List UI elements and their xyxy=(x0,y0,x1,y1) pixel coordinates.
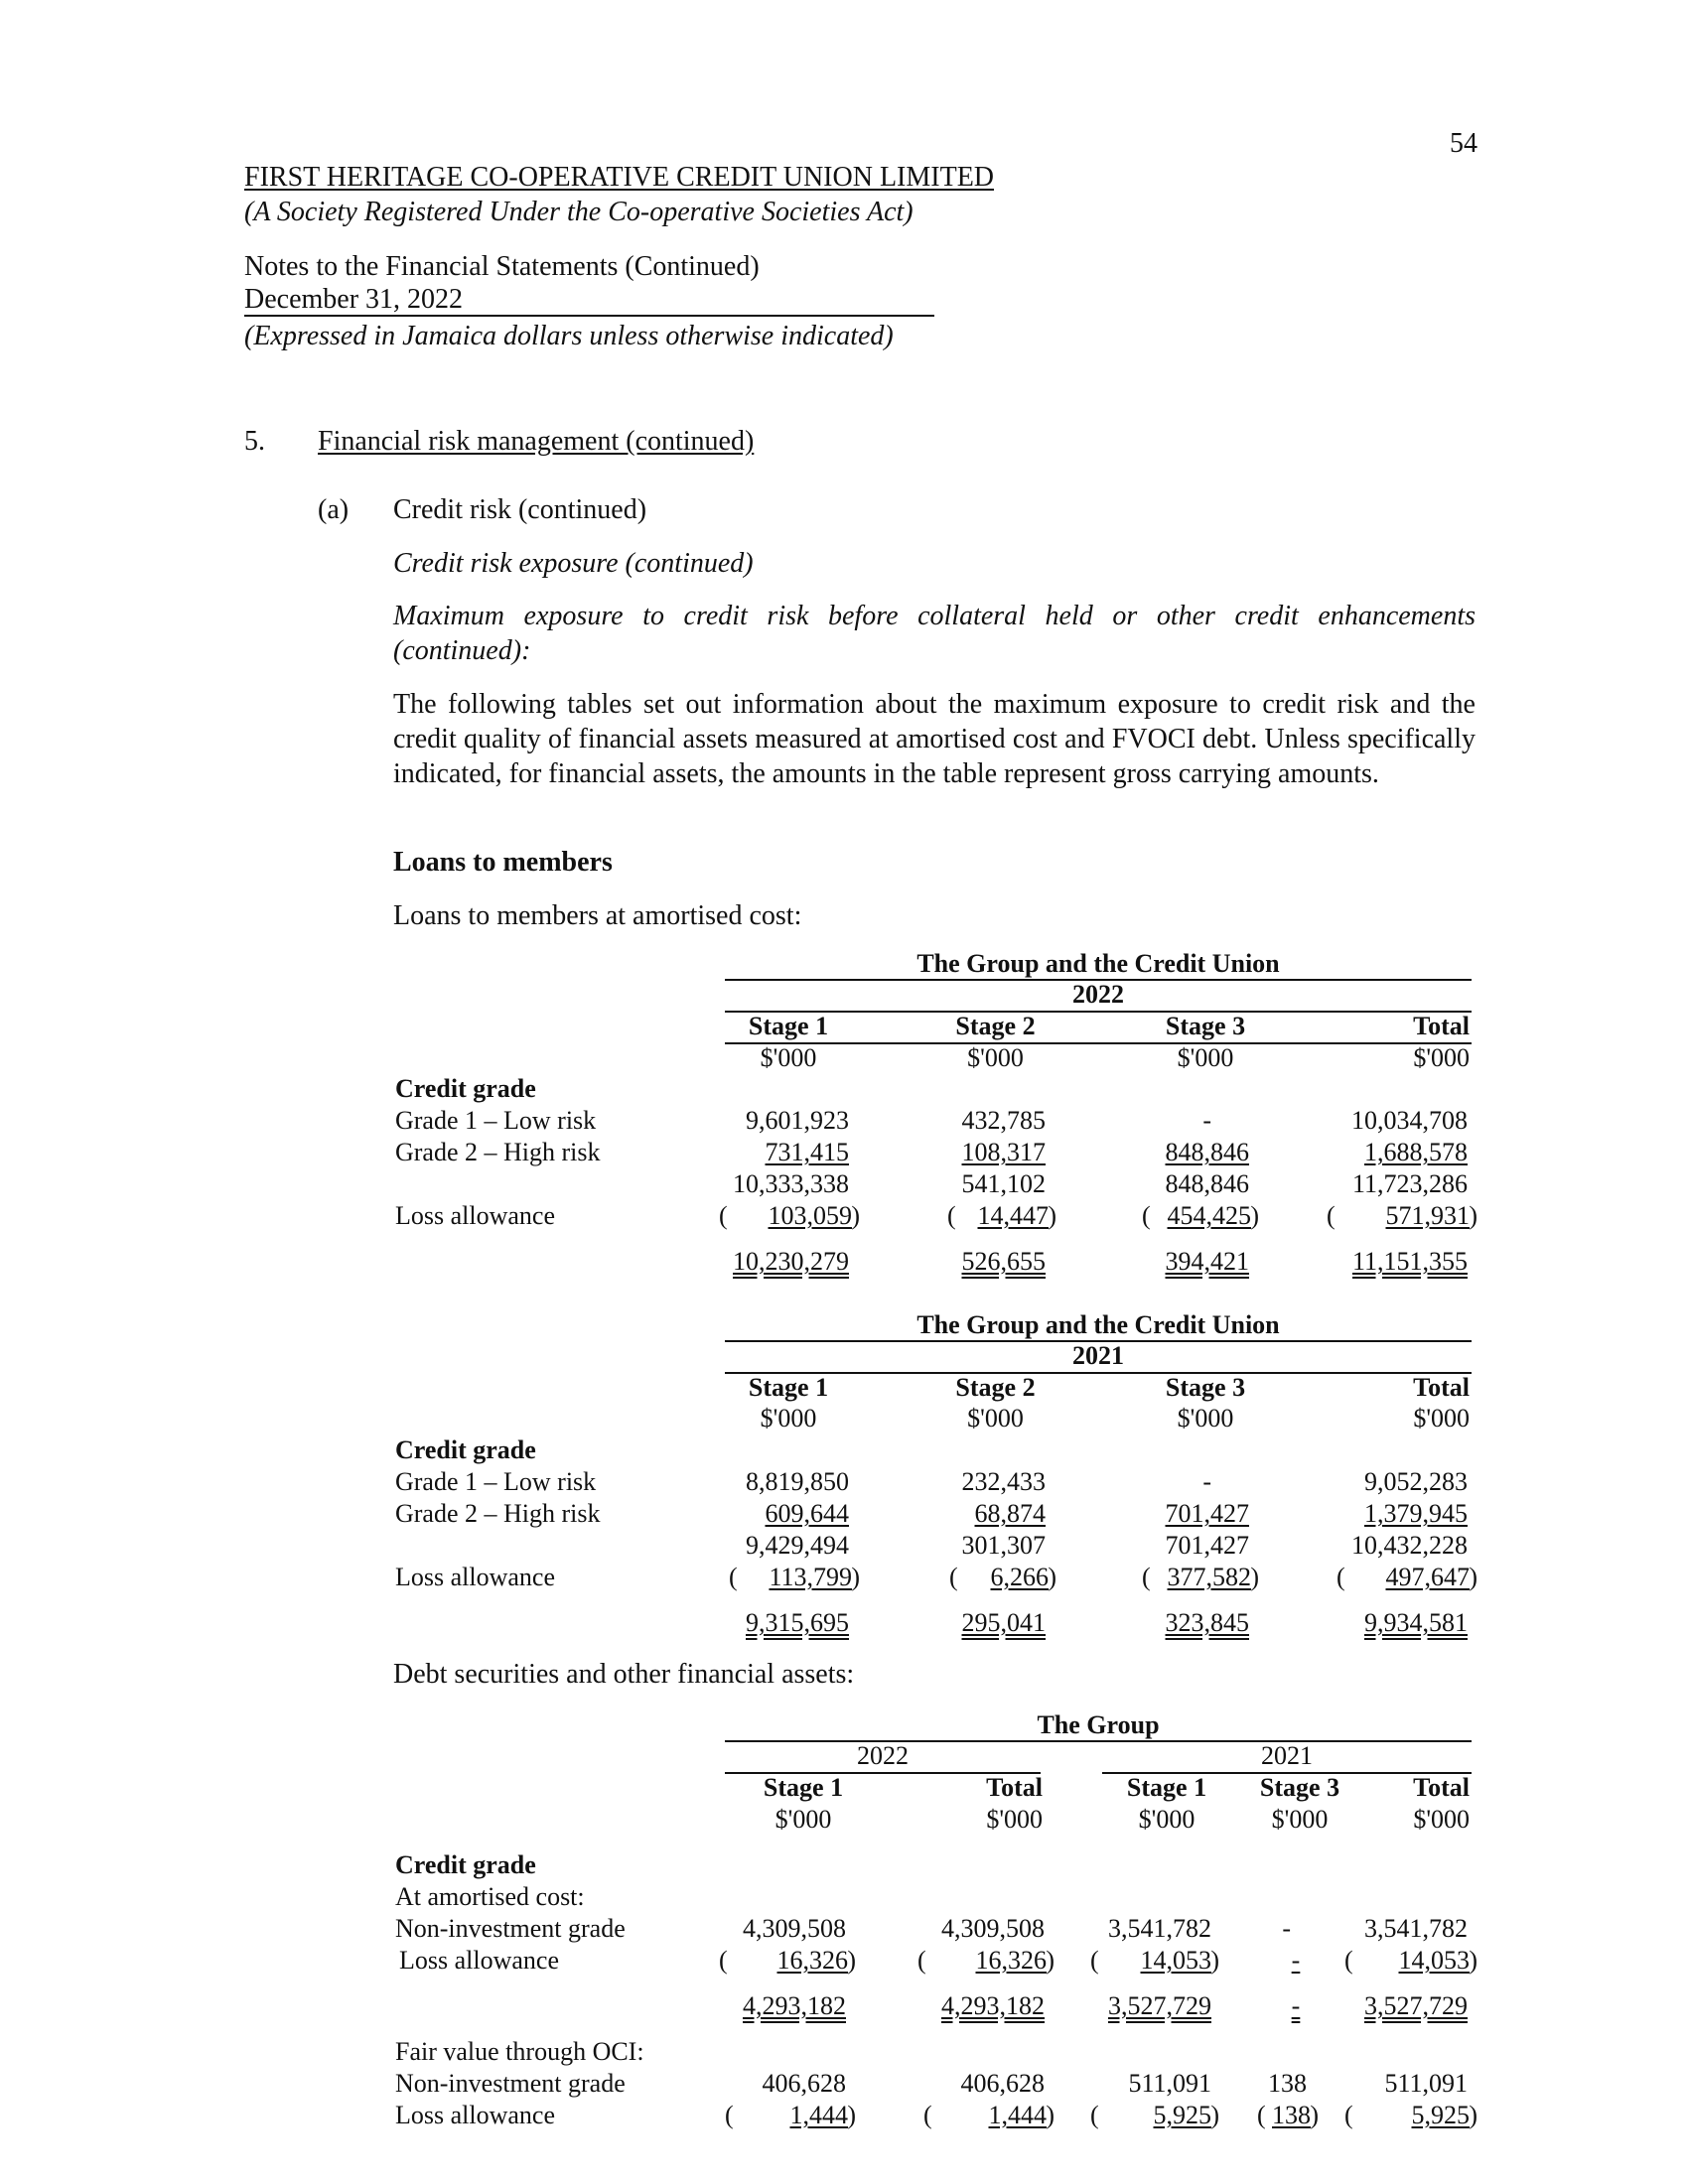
section-title: Financial risk management (continued) xyxy=(318,426,755,457)
table-cell-negative: ( 14,447 ) xyxy=(947,1201,1056,1230)
table-cell: 4,309,508 xyxy=(941,1914,1045,1943)
row-label: At amortised cost: xyxy=(395,1882,585,1911)
table-cell-negative: ( 5,925 ) xyxy=(1090,2101,1219,2129)
table-cell: - xyxy=(1282,1914,1291,1943)
table-cell: 848,846 xyxy=(1165,1138,1249,1166)
row-label: Grade 2 – High risk xyxy=(395,1138,601,1166)
max-exposure-heading: Maximum exposure to credit risk before collateral held or other credit enhancements (continued): xyxy=(393,601,1476,666)
table-cell: 848,846 xyxy=(1165,1169,1249,1198)
unit-label: $'000 xyxy=(967,1404,1024,1433)
company-name: FIRST HERITAGE CO-OPERATIVE CREDIT UNION LIMITED xyxy=(244,162,995,193)
table-cell: 3,541,782 xyxy=(1364,1914,1468,1943)
table-cell: 9,315,695 xyxy=(746,1608,849,1637)
table-cell: 1,688,578 xyxy=(1364,1138,1468,1166)
table-cell: 108,317 xyxy=(961,1138,1046,1166)
table-cell: 4,293,182 xyxy=(743,1991,846,2020)
table-cell: 701,427 xyxy=(1165,1499,1249,1528)
table-cell-negative: ( 377,582 ) xyxy=(1142,1563,1259,1591)
notes-title: Notes to the Financial Statements (Continued) xyxy=(244,251,760,282)
unit-label: $'000 xyxy=(1413,1043,1470,1072)
table-cell: 9,934,581 xyxy=(1364,1608,1468,1637)
section-number: 5. xyxy=(244,426,265,457)
table-cell-negative: ( 113,799 ) xyxy=(729,1563,860,1591)
table-cell-negative: ( 454,425 ) xyxy=(1142,1201,1259,1230)
company-subtitle: (A Society Registered Under the Co-operative Societies Act) xyxy=(244,197,914,227)
table-entity: The Group and the Credit Union xyxy=(916,949,1280,978)
row-label: Non-investment grade xyxy=(395,1914,626,1943)
table-cell: 323,845 xyxy=(1165,1608,1249,1637)
table-cell: 731,415 xyxy=(765,1138,849,1166)
table-cell: - xyxy=(1202,1106,1211,1135)
unit-label: $'000 xyxy=(967,1043,1024,1072)
column-header: Total xyxy=(1413,1373,1470,1402)
table-cell: 394,421 xyxy=(1165,1247,1249,1276)
debt-heading: Debt securities and other financial assets: xyxy=(393,1659,855,1690)
table-cell: 4,309,508 xyxy=(743,1914,846,1943)
table-year: 2022 xyxy=(857,1741,909,1770)
row-label: Loss allowance xyxy=(395,1201,556,1230)
exposure-heading: Credit risk exposure (continued) xyxy=(393,548,754,579)
table-cell-negative: ( 571,931 ) xyxy=(1327,1201,1477,1230)
column-header: Total xyxy=(1413,1773,1470,1802)
row-label: Grade 1 – Low risk xyxy=(395,1106,597,1135)
row-label: Loss allowance xyxy=(395,1563,556,1591)
table-cell-negative: ( 16,326 ) xyxy=(719,1946,856,1975)
table-year: 2021 xyxy=(1072,1341,1124,1370)
table-cell: - xyxy=(1291,1946,1301,1975)
unit-label: $'000 xyxy=(1413,1404,1470,1433)
table-cell: 9,052,283 xyxy=(1364,1467,1468,1496)
currency-note: (Expressed in Jamaica dollars unless otherwise indicated) xyxy=(244,321,894,351)
table-cell: 8,819,850 xyxy=(746,1467,849,1496)
column-header: Stage 3 xyxy=(1165,1012,1246,1040)
table-cell: 295,041 xyxy=(961,1608,1046,1637)
table-cell: 232,433 xyxy=(961,1467,1046,1496)
column-header: Stage 3 xyxy=(1165,1373,1246,1402)
table-year: 2022 xyxy=(1072,980,1124,1009)
table-cell-negative: ( 1,444 ) xyxy=(923,2101,1055,2129)
table-cell: 10,432,228 xyxy=(1351,1531,1468,1560)
column-header: Total xyxy=(1413,1012,1470,1040)
unit-label: $'000 xyxy=(1177,1043,1234,1072)
table-cell: 701,427 xyxy=(1165,1531,1249,1560)
table-cell: 68,874 xyxy=(974,1499,1046,1528)
row-label: Credit grade xyxy=(395,1850,536,1879)
table-cell: 10,230,279 xyxy=(733,1247,849,1276)
unit-label: $'000 xyxy=(1177,1404,1234,1433)
row-label: Fair value through OCI: xyxy=(395,2037,644,2066)
column-header: Stage 1 xyxy=(748,1373,829,1402)
table-cell-negative: ( 5,925 ) xyxy=(1344,2101,1477,2129)
unit-label: $'000 xyxy=(1413,1805,1470,1834)
page-number: 54 xyxy=(1450,128,1477,159)
unit-label: $'000 xyxy=(1271,1805,1329,1834)
row-label: Loss allowance xyxy=(399,1946,560,1975)
table-cell-negative: ( 14,053 ) xyxy=(1344,1946,1477,1975)
table-cell: 3,527,729 xyxy=(1108,1991,1211,2020)
table-entity: The Group and the Credit Union xyxy=(916,1310,1280,1339)
unit-label: $'000 xyxy=(774,1805,832,1834)
table-cell: 3,541,782 xyxy=(1108,1914,1211,1943)
column-header: Stage 1 xyxy=(748,1012,829,1040)
table-cell-negative: ( 14,053 ) xyxy=(1090,1946,1219,1975)
table-cell: 9,429,494 xyxy=(746,1531,849,1560)
table-cell: 526,655 xyxy=(961,1247,1046,1276)
table-cell: 11,151,355 xyxy=(1351,1247,1468,1276)
table-cell: - xyxy=(1291,1991,1301,2020)
unit-label: $'000 xyxy=(1138,1805,1196,1834)
column-header: Stage 1 xyxy=(763,1773,844,1802)
table-cell: 511,091 xyxy=(1128,2069,1211,2098)
table-cell: 10,333,338 xyxy=(733,1169,849,1198)
table-cell-negative: ( 138 ) xyxy=(1257,2101,1319,2129)
unit-label: $'000 xyxy=(760,1404,817,1433)
table-cell-negative: ( 103,059 ) xyxy=(719,1201,860,1230)
row-label: Non-investment grade xyxy=(395,2069,626,2098)
table-cell: 138 xyxy=(1268,2069,1307,2098)
table-cell-negative: ( 1,444 ) xyxy=(725,2101,856,2129)
statement-date: December 31, 2022 xyxy=(244,285,934,317)
table-cell-negative: ( 497,647 ) xyxy=(1336,1563,1477,1591)
table-cell: 406,628 xyxy=(762,2069,846,2098)
row-label: Credit grade xyxy=(395,1435,536,1464)
table-entity: The Group xyxy=(1037,1710,1160,1739)
table-cell: 406,628 xyxy=(960,2069,1045,2098)
row-label: Grade 2 – High risk xyxy=(395,1499,601,1528)
table-cell: 3,527,729 xyxy=(1364,1991,1468,2020)
column-header: Stage 1 xyxy=(1126,1773,1207,1802)
loans-heading: Loans to members xyxy=(393,847,613,878)
intro-paragraph: The following tables set out information about the maximum exposure to credit risk and the credit quality of financial assets measured at amortised cost and FVOCI debt. Unless specifically indicated, for financial assets, the amounts in the table represent gross carrying amounts. xyxy=(393,689,1476,789)
table-cell: - xyxy=(1202,1467,1211,1496)
column-header: Total xyxy=(986,1773,1043,1802)
loans-subheading: Loans to members at amortised cost: xyxy=(393,900,802,931)
table-cell: 1,379,945 xyxy=(1364,1499,1468,1528)
table-cell: 511,091 xyxy=(1384,2069,1468,2098)
table-cell: 10,034,708 xyxy=(1351,1106,1468,1135)
column-header: Stage 2 xyxy=(955,1012,1036,1040)
table-cell: 9,601,923 xyxy=(746,1106,849,1135)
table-cell-negative: ( 6,266 ) xyxy=(949,1563,1056,1591)
table-cell: 11,723,286 xyxy=(1351,1169,1468,1198)
table-year: 2021 xyxy=(1261,1741,1313,1770)
table-cell: 432,785 xyxy=(961,1106,1046,1135)
unit-label: $'000 xyxy=(760,1043,817,1072)
unit-label: $'000 xyxy=(986,1805,1043,1834)
row-label: Credit grade xyxy=(395,1074,536,1103)
row-label: Grade 1 – Low risk xyxy=(395,1467,597,1496)
table-cell: 4,293,182 xyxy=(941,1991,1045,2020)
table-cell: 609,644 xyxy=(765,1499,849,1528)
table-cell: 301,307 xyxy=(961,1531,1046,1560)
column-header: Stage 2 xyxy=(955,1373,1036,1402)
table-cell-negative: ( 16,326 ) xyxy=(917,1946,1055,1975)
row-label: Loss allowance xyxy=(395,2101,556,2129)
subsection-letter: (a) xyxy=(318,494,350,525)
column-header: Stage 3 xyxy=(1259,1773,1340,1802)
table-cell: 541,102 xyxy=(961,1169,1046,1198)
subsection-title: Credit risk (continued) xyxy=(393,494,647,525)
